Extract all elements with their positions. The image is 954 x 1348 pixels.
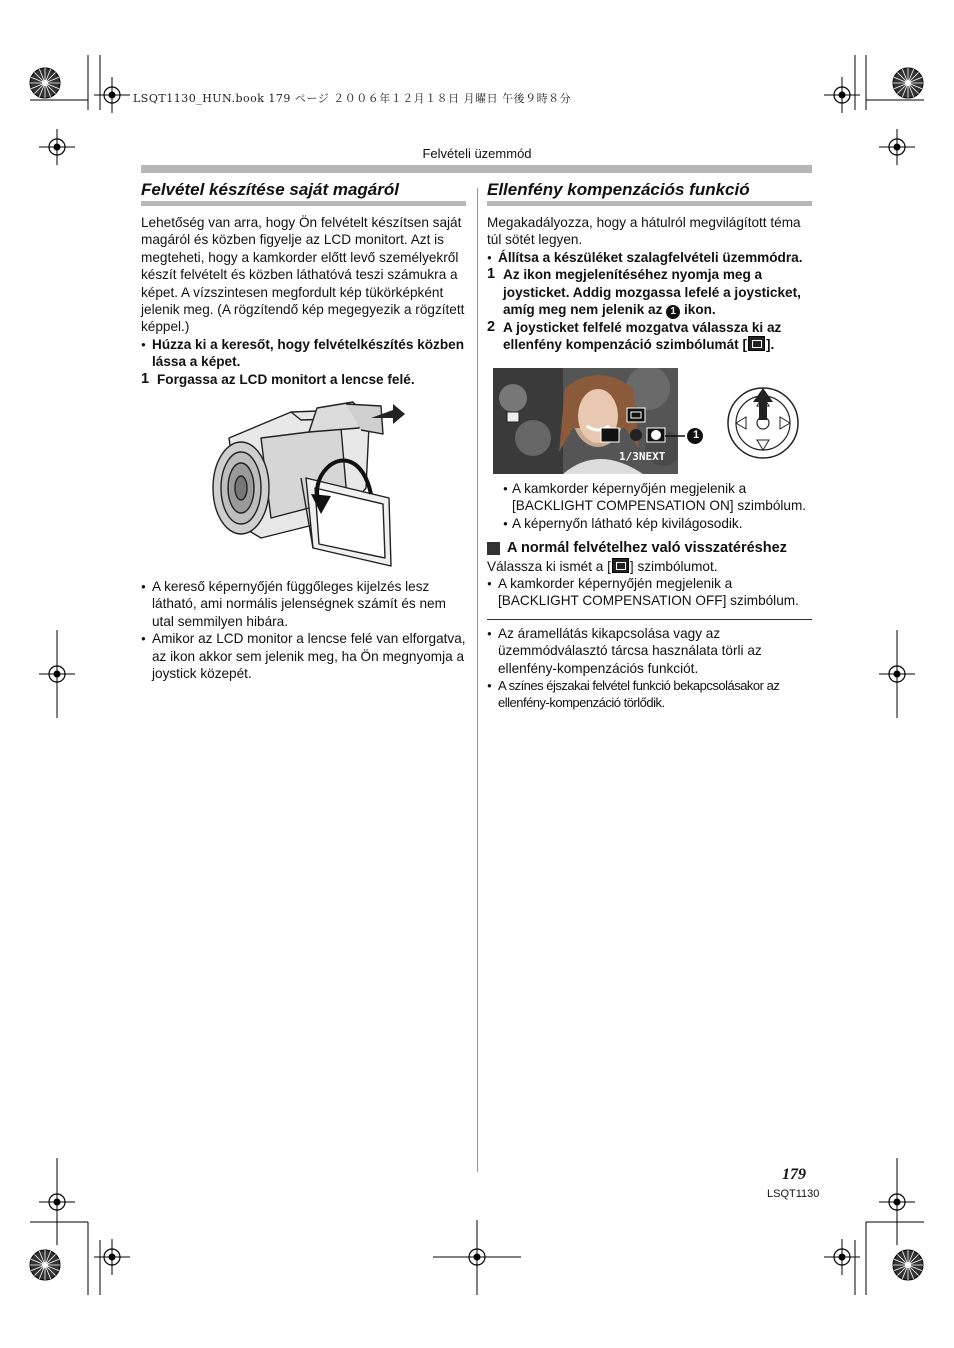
right-sub-text bbox=[487, 558, 812, 575]
print-header: LSQT1130_HUN.book 179 ページ ２００６年１２月１８日 月曜日 午後９時８分 bbox=[133, 92, 572, 105]
step-number: 2 bbox=[487, 319, 496, 336]
step-text: Az ikon megjelenítéséhez nyomja meg a joysticket. Addig mozgassa lefelé a joysticket, amíg meg nem jelenik az bbox=[503, 267, 801, 318]
registration-mark-icon bbox=[94, 77, 130, 113]
step-text: A joysticket felfelé mozgatva válassza ki az ellenfény kompenzáció szimbólumát [ bbox=[503, 320, 782, 353]
right-title: Ellenfény kompenzációs funkció bbox=[487, 180, 750, 199]
right-title-rule bbox=[487, 201, 812, 206]
camcorder-illustration bbox=[141, 398, 466, 574]
step-number: 1 bbox=[141, 370, 150, 387]
doc-code: LSQT1130 bbox=[767, 1188, 820, 1200]
sub-text-start: Válassza ki ismét a [ bbox=[487, 558, 611, 574]
notes-rule bbox=[487, 619, 812, 620]
left-title: Felvétel készítése saját magáról bbox=[141, 180, 399, 199]
left-title-rule bbox=[141, 201, 466, 206]
callout-number-icon: 1 bbox=[666, 305, 680, 319]
step-number: 1 bbox=[487, 266, 496, 283]
right-step-2 bbox=[487, 319, 812, 354]
sub-text-end: ] szimbólumot. bbox=[629, 558, 718, 574]
step-text: Forgassa az LCD monitort a lencse felé. bbox=[157, 371, 415, 387]
step-text-end: ]. bbox=[765, 337, 775, 353]
registration-mark-icon bbox=[30, 1250, 60, 1280]
right-step-1 bbox=[487, 266, 812, 319]
left-note-1: ● A kereső képernyőjén függőleges kijelzés lesz látható, ami normális jelenségnek számít és nem utal semmilyen hibára. bbox=[141, 578, 466, 630]
left-note-2: ● Amikor az LCD monitor a lencse felé van elforgatva, az ikon akkor sem jelenik meg, ha Ön megnyomja a joystick közepét. bbox=[141, 630, 466, 682]
left-intro: Lehetőség van arra, hogy Ön felvételt készítsen saját magáról és közben figyelje az LCD monitort. Azt is megteheti, hogy a kamkorder előtt levő személyekről készít felvételt és közben láthatóvá teszi számukra a képet. A vízszintesen megfordult kép tükörképként jelenik meg. (A rögzítendő kép megegyezik a rögzített képpel.) bbox=[141, 215, 465, 335]
right-column bbox=[487, 180, 812, 711]
left-column bbox=[141, 180, 466, 683]
step-text-end: ikon. bbox=[683, 302, 716, 318]
right-intro: Megakadályozza, hogy a hátulról megvilágított téma túl sötét legyen. bbox=[487, 215, 801, 248]
right-result-1: ● A kamkorder képernyőjén megjelenik a [BACKLIGHT COMPENSATION ON] szimbólum. bbox=[487, 480, 812, 515]
right-subheading bbox=[487, 540, 812, 558]
right-bullet-bold: ● Állítsa a készüléket szalagfelvételi üzemmódra. bbox=[487, 249, 812, 266]
joystick-icon bbox=[726, 386, 800, 460]
right-result-2: ● A képernyőn látható kép kivilágosodik. bbox=[487, 515, 812, 532]
section-label: Felvételi üzemmód bbox=[422, 146, 532, 161]
page-number: 179 bbox=[782, 1166, 806, 1183]
top-rule bbox=[141, 165, 812, 173]
registration-mark-icon bbox=[893, 1250, 923, 1280]
subheading-text: A normál felvételhez való visszatéréshez bbox=[507, 540, 787, 557]
registration-mark-icon bbox=[30, 68, 60, 98]
screen-illustration-row bbox=[487, 368, 812, 478]
square-bullet-icon bbox=[487, 542, 500, 555]
callout-number: 1 bbox=[692, 428, 700, 441]
right-note-1: ● Az áramellátás kikapcsolása vagy az üzemmódválasztó tárcsa használata törli az ellenfény-kompenzációs funkciót. bbox=[487, 625, 812, 677]
lcd-screen-illustration bbox=[493, 368, 678, 474]
left-step-1 bbox=[141, 371, 466, 388]
backlight-icon bbox=[748, 336, 765, 351]
screen-label: 1/3NEXT bbox=[619, 449, 666, 463]
column-divider bbox=[477, 188, 478, 1172]
left-bullet-bold: ● Húzza ki a keresőt, hogy felvételkészítés közben lássa a képet. bbox=[141, 336, 466, 371]
backlight-icon bbox=[612, 558, 629, 573]
registration-mark-icon bbox=[893, 68, 923, 98]
right-sub-bullet: ● A kamkorder képernyőjén megjelenik a [BACKLIGHT COMPENSATION OFF] szimbólum. bbox=[487, 575, 812, 610]
right-note-2: ● A színes éjszakai felvétel funkció bekapcsolásakor az ellenfény-kompenzáció törlődik. bbox=[487, 677, 812, 711]
registration-mark-icon bbox=[94, 1239, 130, 1275]
